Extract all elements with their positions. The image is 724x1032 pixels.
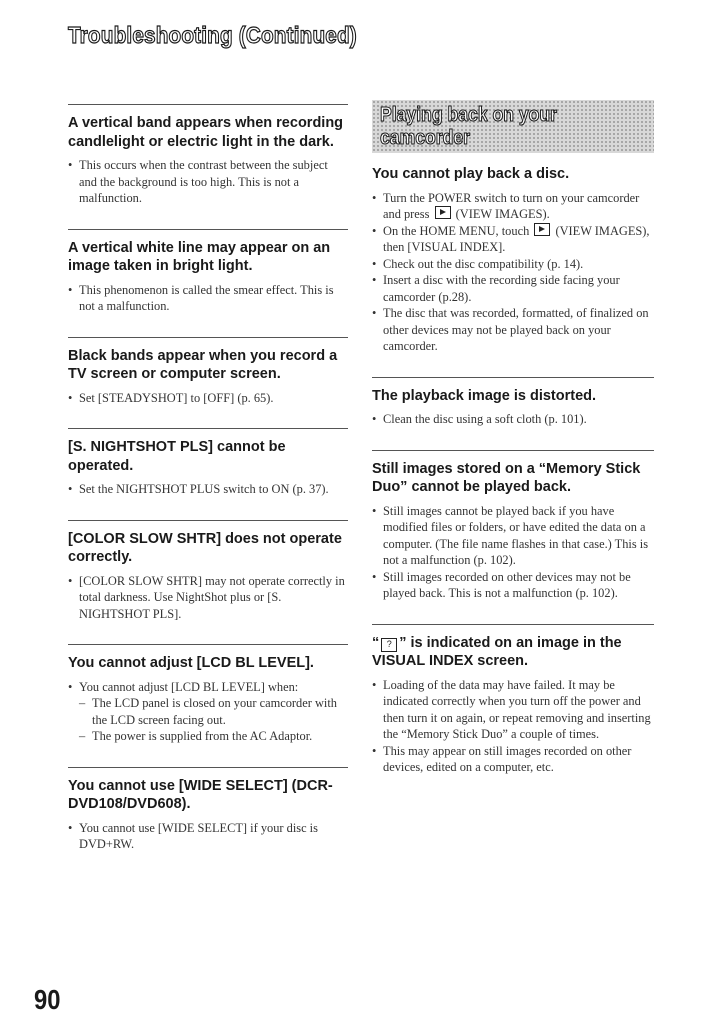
section-title: The playback image is distorted. [372,387,597,404]
sub-item: – The LCD panel is closed on your camcorder with the LCD screen facing out. [79,696,337,727]
bullet-item: • On the HOME MENU, touch (VIEW IMAGES), then [VISUAL INDEX]. [372,223,654,256]
view-images-icon [435,206,451,219]
bullet-item: • Set [STEADYSHOT] to [OFF] (p. 65). [68,390,348,407]
right-column [372,100,654,798]
question-file-icon: ? [381,638,397,652]
section-color-slow-shtr [68,520,348,623]
section-title: You cannot play back a disc. [372,166,570,182]
section-title: A vertical band appears when recording candlelight or electric light in the dark. [68,115,344,150]
section-lcd-bl-level [68,644,348,745]
section-title: Black bands appear when you record a TV screen or computer screen. [68,347,338,382]
section-title: [COLOR SLOW SHTR] does not operate correctly. [68,530,342,565]
sub-item: – The power is supplied from the AC Adaptor. [79,729,313,743]
section-nightshot [68,428,348,498]
section-title: “ ? ” is indicated on an image in the VISUAL INDEX screen. [372,634,622,669]
bullet-item: • Loading of the data may have failed. It may be indicated correctly when you turn off the power and then turn it on again, or repeat removing and inserting the “Memory Stick Duo” a couple of times. [372,677,654,743]
section-title: You cannot use [WIDE SELECT] (DCR-DVD108/DVD608). [68,777,333,812]
page-number: 90 [34,984,61,1015]
bullet-item: • You cannot adjust [LCD BL LEVEL] when: [68,679,348,696]
bullet-item: • Insert a disc with the recording side facing your camcorder (p.28). [372,272,654,305]
left-column [68,100,348,875]
bullet-item: • Turn the POWER switch to turn on your camcorder and press (VIEW IMAGES). [372,190,654,223]
section-black-bands [68,337,348,407]
section-title: You cannot adjust [LCD BL LEVEL]. [68,655,314,671]
bullet-item: • Check out the disc compatibility (p. 14). [372,256,654,273]
section-title: A vertical white line may appear on an image taken in bright light. [68,239,331,274]
bullet-item: • [COLOR SLOW SHTR] may not operate correctly in total darkness. Use NightShot plus or [S. NIGHTSHOT PLS]. [68,573,348,623]
section-title: [S. NIGHTSHOT PLS] cannot be operated. [68,439,286,474]
section-image-distorted [372,377,654,428]
section-vertical-band [68,104,348,207]
section-wide-select [68,767,348,853]
section-visual-index [372,624,654,776]
bullet-item: • This phenomenon is called the smear effect. This is not a malfunction. [68,282,348,315]
bullet-item: • Still images recorded on other devices may not be played back. This is not a malfunction (p. 102). [372,569,654,602]
bullet-item: • Still images cannot be played back if you have modified files or folders, or have edited the data on a computer. (The file name flashes in that case.) This is not a malfunction (p. 102). [372,503,654,569]
section-banner: Playing back on your camcorder [372,100,654,153]
bullet-item: • Clean the disc using a soft cloth (p. 101). [372,411,654,428]
bullet-item: • The disc that was recorded, formatted, of finalized on other devices may not be played back on your camcorder. [372,305,654,355]
bullet-item: • Set the NIGHTSHOT PLUS switch to ON (p. 37). [68,481,348,498]
section-memory-stick [372,450,654,602]
section-white-line [68,229,348,315]
bullet-item: • This occurs when the contrast between the subject and the background is too high. This is not a malfunction. [68,157,348,207]
bullet-item: • You cannot use [WIDE SELECT] if your disc is DVD+RW. [68,820,348,853]
page-header-title: Troubleshooting (Continued) [68,22,357,48]
section-title: Still images stored on a “Memory Stick Duo” cannot be played back. [372,460,641,495]
bullet-item: • This may appear on still images recorded on other devices, edited on a computer, etc. [372,743,654,776]
section-cannot-play-disc [372,165,654,355]
view-images-icon [534,223,550,236]
